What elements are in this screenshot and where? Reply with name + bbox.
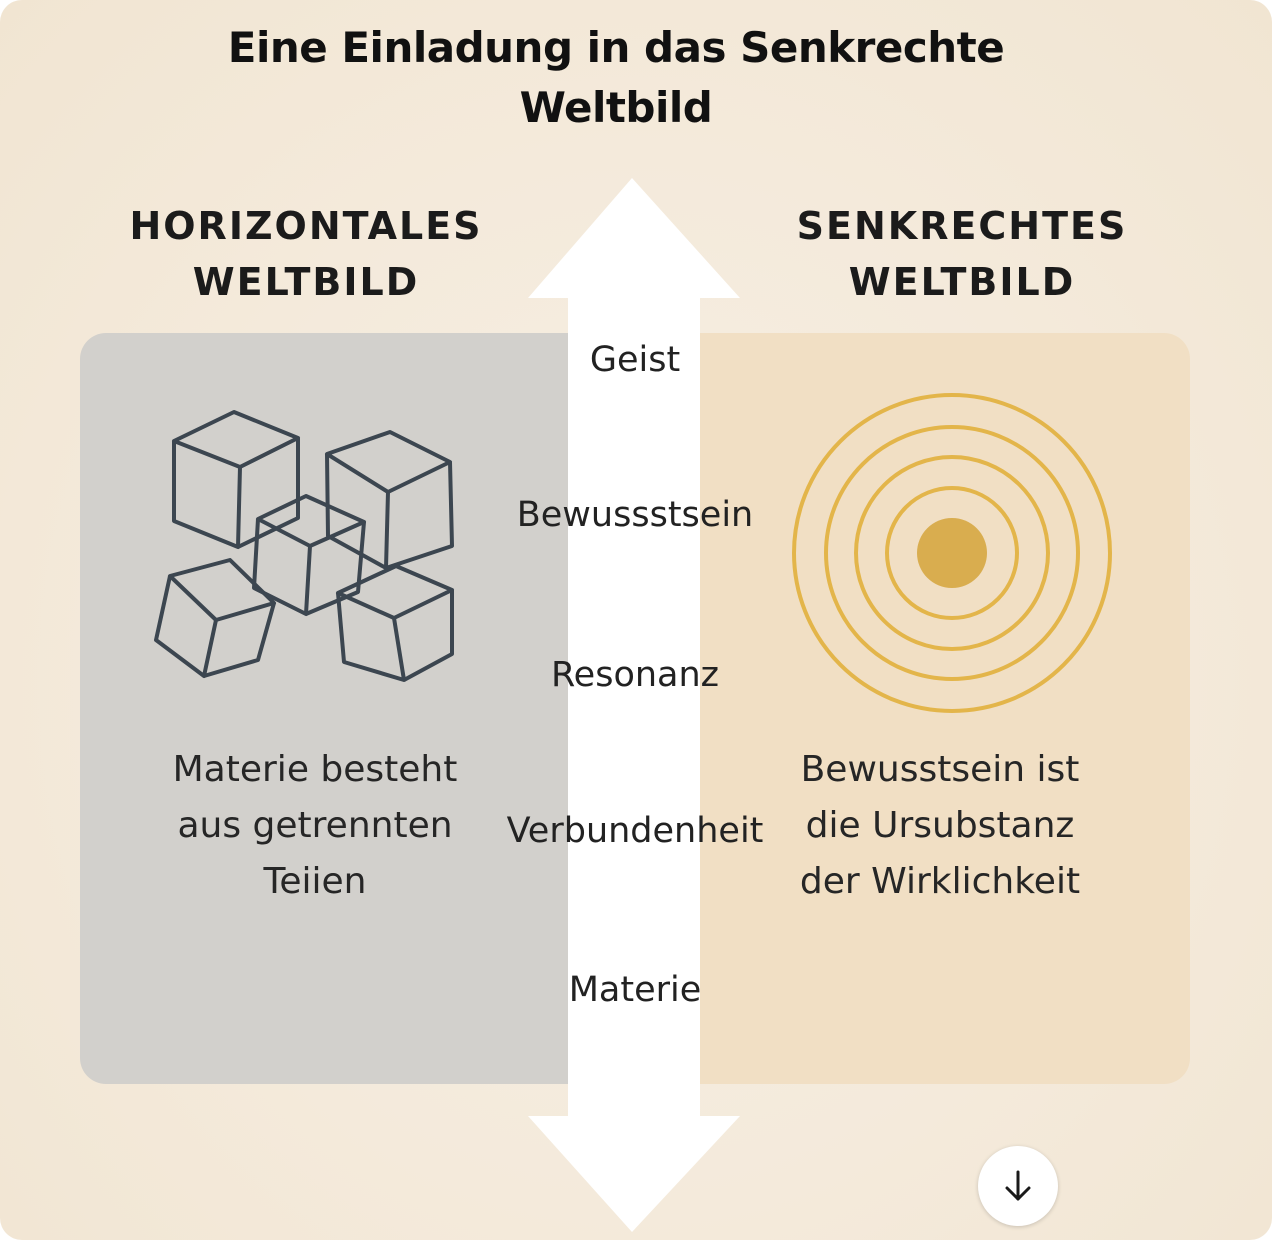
horizontal-caption-line-3: Teiien	[263, 861, 367, 902]
scroll-down-button[interactable]	[978, 1146, 1058, 1226]
page-title	[136, 18, 1096, 138]
title-line-2: Weltbild	[519, 83, 713, 132]
cubes-icon	[150, 400, 470, 690]
axis-label-resonanz: Resonanz	[550, 655, 720, 695]
axis-label-materie: Materie	[568, 970, 702, 1010]
axis-label-geist: Geist	[589, 340, 681, 380]
vertical-heading-line-1: SENKRECHTES	[796, 204, 1128, 248]
horizontal-heading-line-1: HORIZONTALES	[129, 204, 483, 248]
arrow-down-icon	[999, 1167, 1037, 1205]
axis-label-verbundenheit: Verbundenheit	[506, 811, 764, 851]
vertical-double-arrow	[500, 170, 770, 1240]
horizontal-worldview-caption	[120, 742, 510, 910]
vertical-caption-line-1: Bewusstsein ist	[800, 749, 1080, 790]
horizontal-worldview-heading	[76, 198, 536, 310]
horizontal-caption-line-1: Materie besteht	[172, 749, 458, 790]
vertical-caption-line-2: die Ursubstanz	[805, 805, 1075, 846]
horizontal-caption-line-2: aus getrennten	[177, 805, 453, 846]
horizontal-heading-line-2: WELTBILD	[192, 260, 420, 304]
vertical-heading-line-2: WELTBILD	[848, 260, 1076, 304]
vertical-worldview-caption	[760, 742, 1120, 910]
core-dot	[917, 518, 987, 588]
title-line-1: Eine Einladung in das Senkrechte	[227, 23, 1005, 72]
vertical-worldview-heading	[732, 198, 1192, 310]
axis-label-bewusstsein: Bewussstsein	[516, 495, 754, 535]
vertical-caption-line-3: der Wirklichkeit	[799, 861, 1081, 902]
concentric-circles-icon	[790, 393, 1114, 717]
